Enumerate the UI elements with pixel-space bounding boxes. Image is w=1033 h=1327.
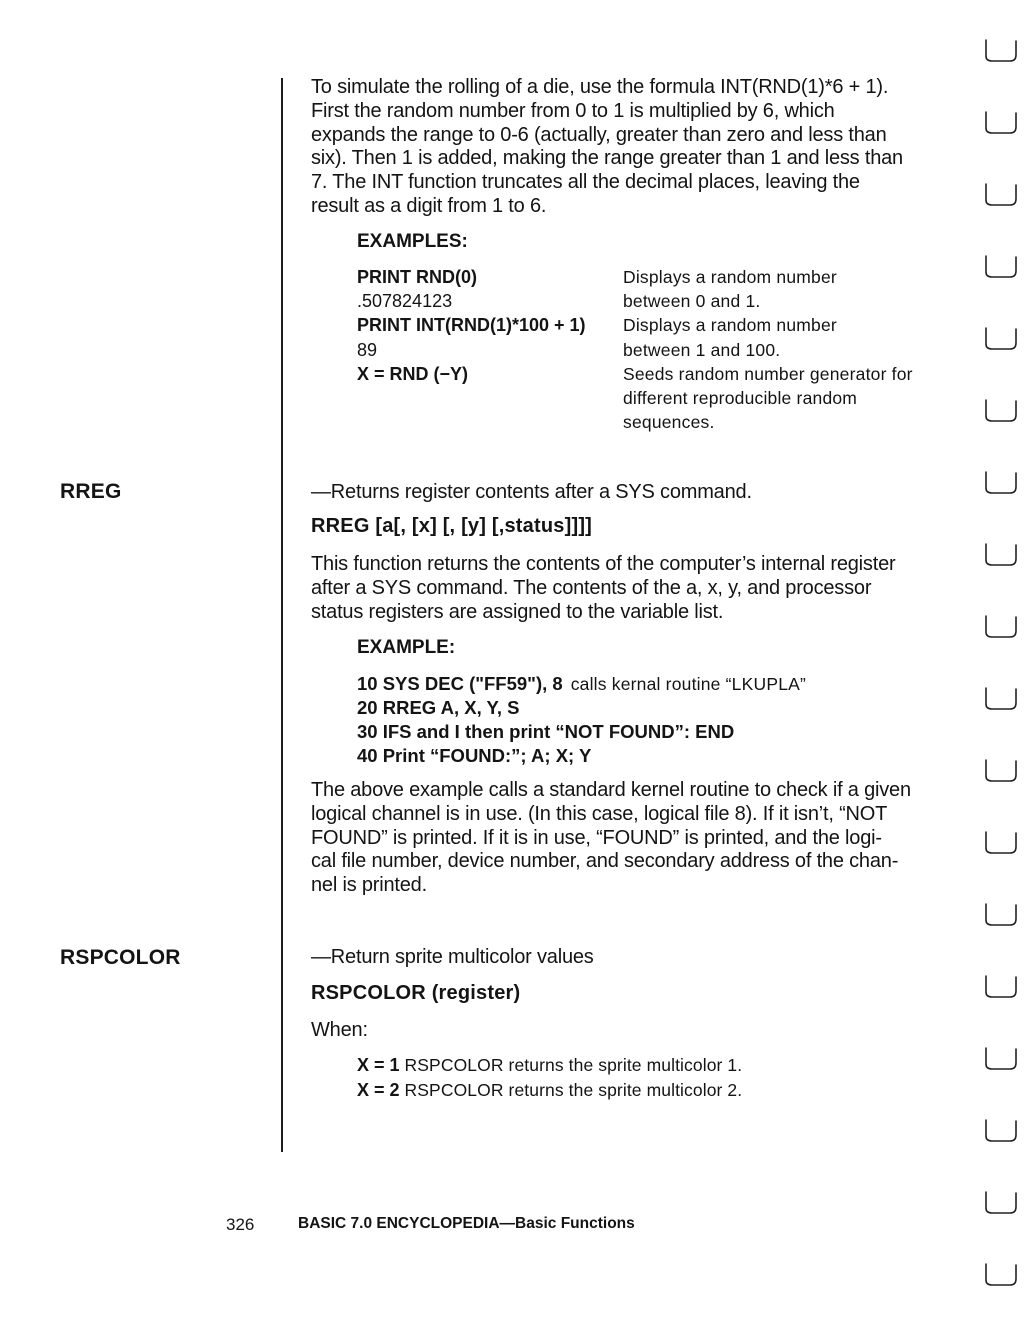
rreg-explanation-line: logical channel is in use. (In this case, logical file 8). If it isn’t, “NOT: [311, 802, 888, 825]
rreg-explanation-line: FOUND” is printed. If it is in use, “FOUND” is printed, and the logi-: [311, 826, 882, 849]
rreg-explanation-line: The above example calls a standard kernel routine to check if a given: [311, 779, 911, 801]
intro-paragraph: [311, 76, 951, 219]
example-description: between 1 and 100.: [623, 339, 781, 360]
example-code: PRINT RND(0): [357, 267, 477, 287]
rspcolor-cases: [357, 1053, 742, 1102]
example-description: Seeds random number generator for: [623, 363, 913, 384]
example-row: [357, 313, 913, 337]
rspcolor-when-label: When:: [311, 1019, 368, 1041]
code-text: 20 RREG A, X, Y, S: [357, 697, 520, 718]
margin-rule: [281, 78, 283, 1152]
case-condition: X = 2: [357, 1079, 400, 1100]
example-code: [357, 386, 623, 410]
intro-line: First the random number from 0 to 1 is multiplied by 6, which: [311, 99, 835, 122]
intro-line: six). Then 1 is added, making the range greater than 1 and less than: [311, 147, 903, 170]
example-description: different reproducible random: [623, 388, 858, 409]
rspcolor-syntax: RSPCOLOR (register): [311, 982, 521, 1004]
rreg-explanation: [311, 779, 951, 898]
example-code: X = RND (−Y): [357, 363, 469, 384]
case-row: [357, 1053, 742, 1078]
examples-heading: EXAMPLES:: [357, 231, 468, 252]
example-code: [357, 410, 623, 434]
example-output: 89: [357, 339, 378, 360]
code-line: [357, 720, 806, 744]
binding-holes-graphic: [978, 30, 1028, 1320]
code-text: 30 IFS and I then print “NOT FOUND”: END: [357, 721, 735, 742]
running-footer-title: BASIC 7.0 ENCYCLOPEDIA—Basic Functions: [298, 1215, 635, 1232]
rreg-description-line: after a SYS command. The contents of the a, x, y, and processor: [311, 576, 872, 599]
page-number: 326: [226, 1215, 255, 1234]
example-description: Displays a random number: [623, 267, 837, 287]
intro-line: To simulate the rolling of a die, use the formula INT(RND(1)*6 + 1).: [311, 76, 889, 98]
example-code: PRINT INT(RND(1)*100 + 1): [357, 315, 586, 336]
example-description: between 0 and 1.: [623, 291, 761, 312]
code-text: 10 SYS DEC ("FF59"), 8: [357, 673, 563, 694]
example-output: .507824123: [357, 291, 453, 312]
rreg-example-heading: EXAMPLE:: [357, 637, 456, 658]
example-description: sequences.: [623, 412, 715, 433]
example-row: [357, 362, 913, 386]
rreg-description-line: status registers are assigned to the variable list.: [311, 600, 724, 623]
rreg-code-listing: [357, 672, 806, 768]
example-row: [357, 289, 913, 313]
code-note: calls kernal routine “LKUPLA”: [570, 674, 807, 694]
intro-line: result as a digit from 1 to 6.: [311, 194, 547, 217]
rreg-description-line: This function returns the contents of the computer’s internal register: [311, 553, 896, 575]
case-description: RSPCOLOR returns the sprite multicolor 1.: [404, 1055, 743, 1075]
rreg-explanation-line: cal file number, device number, and secondary address of the chan-: [311, 850, 899, 873]
intro-line: 7. The INT function truncates all the decimal places, leaving the: [311, 171, 860, 194]
rreg-description: [311, 553, 951, 624]
example-row: [357, 410, 913, 434]
examples-table: [357, 265, 913, 434]
rreg-summary: —Returns register contents after a SYS command.: [311, 481, 752, 503]
rreg-explanation-line: nel is printed.: [311, 874, 427, 897]
example-description: Displays a random number: [623, 315, 837, 336]
example-row: [357, 338, 913, 362]
example-row: [357, 386, 913, 410]
rspcolor-summary: —Return sprite multicolor values: [311, 946, 594, 968]
code-line: [357, 696, 806, 720]
rreg-syntax: RREG [a[, [x] [, [y] [,status]]]]: [311, 515, 593, 537]
case-row: [357, 1078, 742, 1103]
code-line: [357, 744, 806, 768]
rspcolor-side-heading: RSPCOLOR: [60, 946, 181, 969]
case-description: RSPCOLOR returns the sprite multicolor 2.: [404, 1079, 743, 1100]
code-line: [357, 672, 806, 696]
example-row: [357, 265, 913, 289]
code-text: 40 Print “FOUND:”; A; X; Y: [357, 745, 592, 766]
intro-line: expands the range to 0-6 (actually, greater than zero and less than: [311, 123, 887, 146]
case-condition: X = 1: [357, 1055, 400, 1075]
rreg-side-heading: RREG: [60, 480, 122, 503]
